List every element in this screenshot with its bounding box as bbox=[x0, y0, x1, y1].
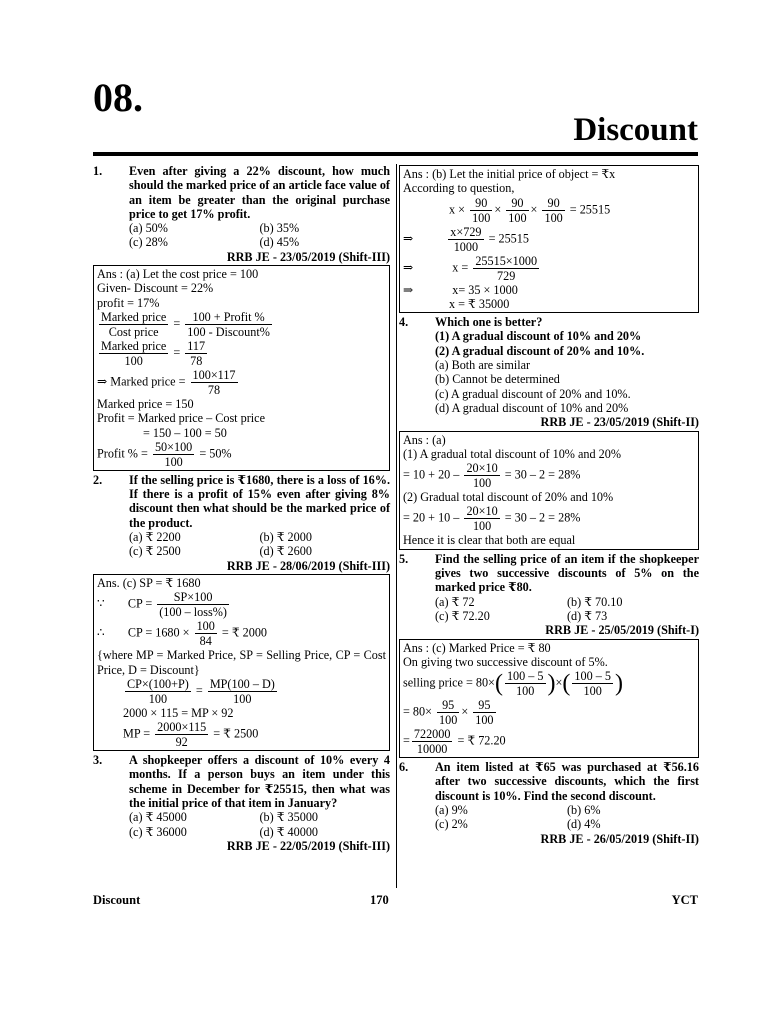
exam-source: RRB JE - 23/05/2019 (Shift-III) bbox=[226, 249, 390, 264]
option-a: (a) 9% bbox=[435, 803, 468, 818]
question-3 bbox=[93, 753, 390, 810]
question-text: A shopkeeper offers a discount of 10% every 4 months. If a person buys an item under this scheme in December for ₹25515, then what was the initial price of that item in January? bbox=[129, 753, 390, 811]
exam-source: RRB JE - 26/05/2019 (Shift-II) bbox=[540, 831, 699, 846]
equation: = 10 + 20 – $\frac{20\times 10}{100}$ = 30 – 2 = 28% bbox=[403, 461, 581, 491]
equation: ∵ CP = SP×100 (100 – loss%) bbox=[97, 590, 227, 620]
equation: $\frac{CP\times(100+P)}{100}$ = $\frac{MP(100 - D)}{100}$ bbox=[127, 676, 275, 706]
question-6 bbox=[399, 760, 699, 803]
fraction: $\frac{90}{100}$ bbox=[544, 195, 563, 225]
option-a: (a) Both are similar bbox=[435, 358, 531, 373]
answer-line: (1) A gradual total discount of 10% and 20% bbox=[403, 446, 621, 461]
footer-right: YCT bbox=[671, 893, 698, 907]
question-number: 4. bbox=[399, 315, 409, 330]
statement-2: (2) A gradual discount of 20% and 10%. bbox=[435, 343, 645, 358]
fraction: $\frac{MP(100 - D)}{100}$ bbox=[209, 676, 275, 706]
equation: selling price = 80×( $\frac{100 - 5}{100}$ )×( $\frac{100 - 5}{100}$ ) bbox=[403, 669, 623, 699]
option-a: (a) ₹ 2200 bbox=[129, 530, 181, 545]
answer-line: {where MP = Marked Price, SP = Selling Price, CP = Cost Price, D = Discount} bbox=[97, 648, 386, 677]
answer-line: On giving two successive discount of 5%. bbox=[403, 654, 608, 669]
option-c: (c) 28% bbox=[129, 235, 168, 250]
column-divider bbox=[396, 164, 397, 888]
answer-1 bbox=[93, 265, 390, 471]
answer-line: Ans : (c) Marked Price = ₹ 80 bbox=[403, 640, 551, 655]
fraction: Marked price Cost price bbox=[101, 309, 167, 339]
option-d: (d) ₹ 40000 bbox=[259, 824, 319, 839]
answer-line: According to question, bbox=[403, 181, 515, 196]
fraction: $\frac{90}{100}$ bbox=[472, 195, 491, 225]
fraction: $\frac{100}{84}$ bbox=[196, 619, 215, 649]
options bbox=[399, 803, 699, 832]
answer-line: Ans. (c) SP = ₹ 1680 bbox=[97, 575, 201, 590]
equation: ⇒ $\frac{x\times 729}{1000}$ = 25515 bbox=[403, 224, 529, 254]
footer-left: Discount bbox=[93, 893, 141, 907]
statement-1: (1) A gradual discount of 10% and 20% bbox=[435, 329, 642, 344]
equation: Marked price 100 = $\frac{117}{78}$ bbox=[101, 338, 206, 368]
answer-line: (2) Gradual total discount of 20% and 10% bbox=[403, 490, 614, 505]
options bbox=[93, 530, 390, 559]
fraction: $\frac{100\times 117}{78}$ bbox=[192, 367, 236, 397]
question-text: An item listed at ₹65 was purchased at ₹56.16 after two successive discounts, which the first discount is 10%. Find the second discount. bbox=[435, 760, 699, 803]
options bbox=[93, 221, 390, 250]
option-b: (b) Cannot be determined bbox=[435, 372, 560, 387]
option-b: (b) ₹ 2000 bbox=[259, 530, 312, 545]
fraction: $\frac{x\times 729}{1000}$ bbox=[450, 224, 482, 254]
left-column bbox=[93, 164, 390, 853]
exam-source: RRB JE - 28/06/2019 (Shift-III) bbox=[226, 558, 390, 573]
answer-line: Ans : (a) Let the cost price = 100 bbox=[97, 267, 259, 282]
option-b: (b) ₹ 35000 bbox=[259, 810, 319, 825]
option-c: (c) ₹ 72.20 bbox=[435, 608, 490, 623]
answer-line: profit = 17% bbox=[97, 295, 160, 310]
question-number: 1. bbox=[93, 164, 103, 178]
fraction: 100 + Profit % 100 - Discount% bbox=[187, 309, 270, 339]
option-a: (a) ₹ 72 bbox=[435, 594, 475, 609]
answer-line: 2000 × 115 = MP × 92 bbox=[123, 705, 234, 720]
option-b: (b) 35% bbox=[259, 221, 300, 236]
question-2 bbox=[93, 473, 390, 530]
equation: ⇒ x= 35 × 1000 bbox=[403, 282, 518, 297]
fraction: SP×100 (100 – loss%) bbox=[159, 590, 227, 620]
fraction: Marked price 100 bbox=[101, 338, 167, 368]
exam-source: RRB JE - 25/05/2019 (Shift-I) bbox=[545, 623, 699, 638]
option-d: (d) 4% bbox=[567, 817, 601, 832]
equation: = 80× $\frac{95}{100}$ × $\frac{95}{100}$ bbox=[403, 698, 494, 728]
chapter-number: 08. bbox=[93, 75, 143, 120]
fraction: $\frac{117}{78}$ bbox=[187, 338, 206, 368]
equation: MP = $\frac{2000\times 115}{92}$ = ₹ 2500 bbox=[123, 720, 259, 750]
fraction: $\frac{722000}{10000}$ bbox=[413, 727, 451, 757]
answer-line: Ans : (a) bbox=[403, 432, 446, 447]
equation: = $\frac{722000}{10000}$ = ₹ 72.20 bbox=[403, 727, 506, 757]
fraction: $\frac{95}{100}$ bbox=[475, 698, 494, 728]
option-c: (c) ₹ 2500 bbox=[129, 544, 181, 559]
answer-3 bbox=[399, 165, 699, 313]
chapter-title: Discount bbox=[573, 112, 698, 148]
answer-line: Ans : (b) Let the initial price of object = ₹x bbox=[403, 167, 616, 181]
fraction: $\frac{2000\times 115}{92}$ bbox=[157, 720, 207, 750]
answer-line: Given- Discount = 22% bbox=[97, 281, 214, 296]
equation: ⇒ Marked price = $\frac{100\times 117}{78}$ bbox=[97, 367, 236, 397]
question-number: 3. bbox=[93, 753, 103, 768]
right-column bbox=[399, 164, 699, 846]
option-c: (c) 2% bbox=[435, 817, 468, 832]
question-text: Even after giving a 22% discount, how much should the marked price of an article face value of an item be greater than the original purchase price to get 17% profit. bbox=[129, 164, 390, 221]
question-text: Which one is better? bbox=[435, 315, 543, 330]
options bbox=[93, 810, 390, 839]
equation: Marked price Cost price = 100 + Profit % 100 - Discount% bbox=[101, 309, 270, 339]
fraction: $\frac{50\times 100}{100}$ bbox=[154, 439, 193, 469]
option-a: (a) ₹ 45000 bbox=[129, 810, 187, 825]
answer-5 bbox=[399, 639, 699, 759]
question-text: Find the selling price of an item if the shopkeeper gives two successive discounts of 5% on the marked price ₹80. bbox=[435, 551, 699, 595]
question-5 bbox=[399, 552, 699, 595]
question-4 bbox=[399, 315, 699, 329]
option-d: (d) A gradual discount of 10% and 20% bbox=[435, 400, 629, 415]
question-number: 6. bbox=[399, 760, 409, 775]
option-b: (b) 6% bbox=[567, 803, 601, 818]
options bbox=[399, 595, 699, 624]
equation: Profit % = $\frac{50\times 100}{100}$ = 50% bbox=[97, 439, 232, 469]
answer-line: x = ₹ 35000 bbox=[449, 296, 510, 311]
answer-line: = 150 – 100 = 50 bbox=[143, 425, 227, 440]
fraction: $\frac{95}{100}$ bbox=[439, 698, 458, 728]
equation: ⇒ x = $\frac{25515\times 1000}{729}$ bbox=[403, 253, 538, 283]
exam-source: RRB JE - 22/05/2019 (Shift-III) bbox=[226, 838, 390, 853]
question-number: 5. bbox=[399, 551, 409, 566]
option-d: (d) ₹ 73 bbox=[567, 608, 608, 623]
answer-line: Marked price = 150 bbox=[97, 396, 194, 411]
option-c: (c) A gradual discount of 20% and 10%. bbox=[435, 386, 631, 401]
option-a: (a) 50% bbox=[129, 221, 168, 236]
equation: = 20 + 10 – $\frac{20\times 10}{100}$ = 30 – 2 = 28% bbox=[403, 504, 581, 534]
answer-4 bbox=[399, 431, 699, 550]
fraction: $\frac{100 - 5}{100}$ bbox=[506, 669, 544, 699]
answer-line: Profit = Marked price – Cost price bbox=[97, 411, 265, 426]
fraction: $\frac{100 - 5}{100}$ bbox=[574, 669, 611, 699]
option-c: (c) ₹ 36000 bbox=[129, 824, 187, 839]
option-d: (d) 45% bbox=[259, 235, 300, 250]
option-b: (b) ₹ 70.10 bbox=[567, 594, 623, 609]
fraction: $\frac{25515\times 1000}{729}$ bbox=[475, 253, 538, 283]
fraction: $\frac{CP\times(100+P)}{100}$ bbox=[127, 676, 189, 706]
fraction: $\frac{20\times 10}{100}$ bbox=[466, 461, 498, 491]
answer-line: Hence it is clear that both are equal bbox=[403, 533, 576, 548]
question-number: 2. bbox=[93, 472, 103, 487]
fraction: $\frac{20\times 10}{100}$ bbox=[466, 504, 498, 534]
title-rule bbox=[93, 152, 698, 156]
equation: ∴ CP = 1680 × $\frac{100}{84}$ = ₹ 2000 bbox=[97, 619, 268, 649]
fraction: $\frac{90}{100}$ bbox=[508, 195, 527, 225]
option-d: (d) ₹ 2600 bbox=[259, 544, 312, 559]
equation: x × $\frac{90}{100}$ × $\frac{90}{100}$ × $\frac{90}{100}$ = 25515 bbox=[449, 195, 611, 225]
question-text: If the selling price is ₹1680, there is a loss of 16%. If there is a profit of 15% even after giving 8% discount then what should be the marked price of the product. bbox=[129, 472, 390, 530]
answer-2 bbox=[93, 574, 390, 751]
question-1 bbox=[93, 164, 390, 221]
exam-source: RRB JE - 23/05/2019 (Shift-II) bbox=[540, 415, 699, 430]
page-number: 170 bbox=[370, 893, 389, 907]
